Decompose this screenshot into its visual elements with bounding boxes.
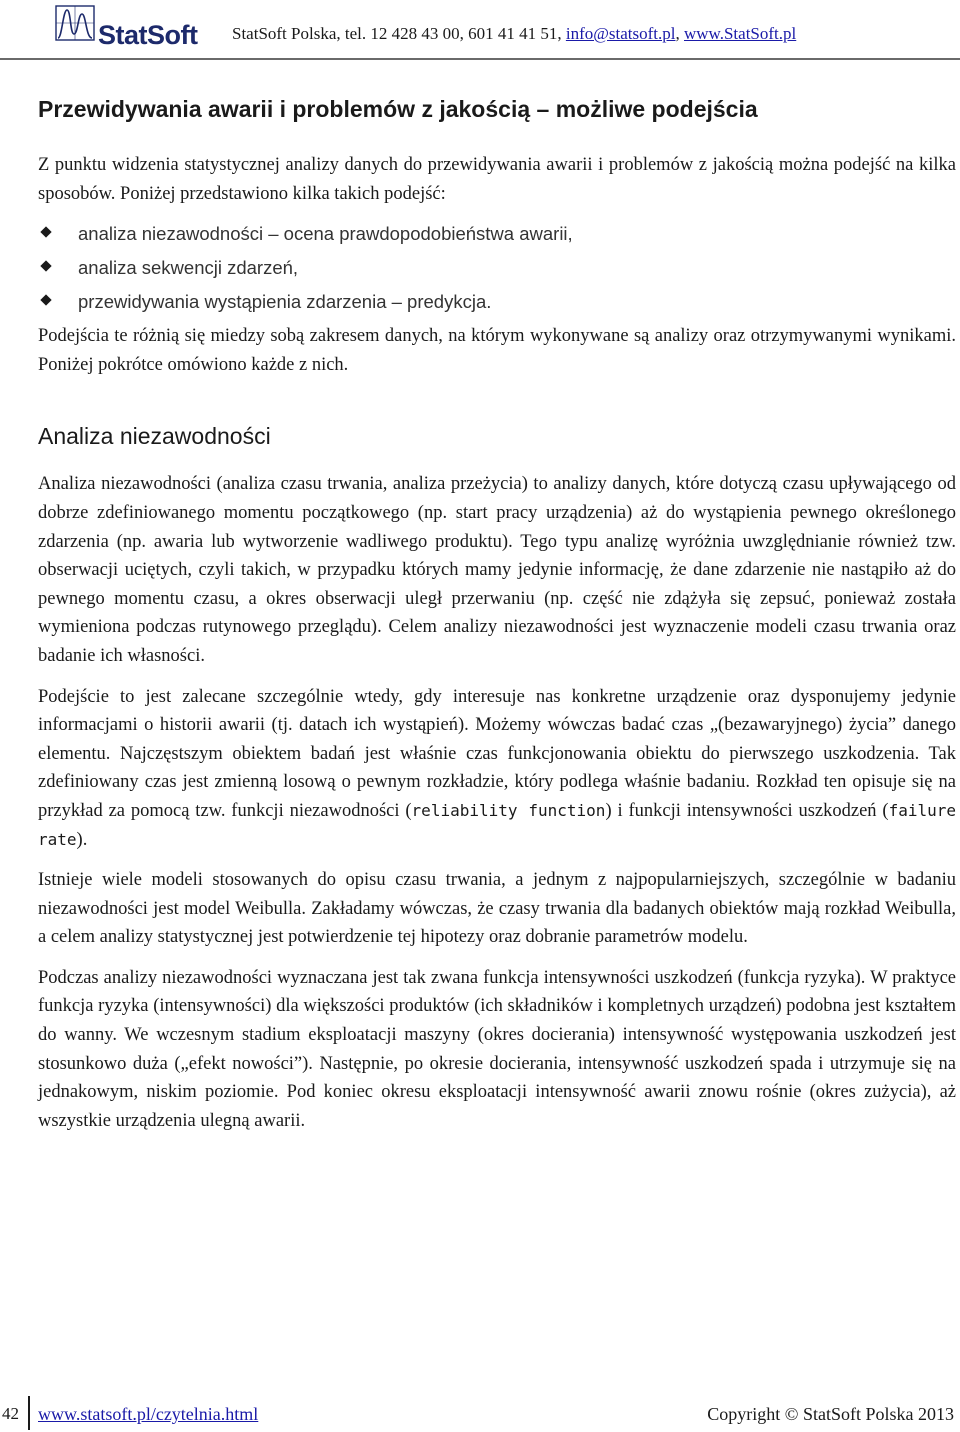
- copyright-notice: Copyright © StatSoft Polska 2013: [707, 1404, 954, 1424]
- footer-divider: [28, 1396, 30, 1430]
- paragraph-text: Podejście to jest zalecane szczególnie wtedy, gdy interesuje nas konkretne urządzenie oraz dysponujemy jedynie informacjami o historii awarii (tj. datach ich wystąpień). Możemy wówczas badać czas „(bezawaryjnego) życia” danego elementu. Najczęstszym obiektem badań jest właśnie czas funkcjonowania obiektu do pierwszego uszkodzenia. Tak zdefiniowany czas jest zmienną losową o pewnym rozkładzie, który podlega właśnie badaniu. Rozkład ten opisuje się na przykład za pomocą tzw. funkcji niezawodności (: [38, 686, 956, 821]
- footer-link[interactable]: www.statsoft.pl/czytelnia.html: [38, 1404, 259, 1424]
- list-item: [38, 288, 956, 316]
- page-title: Przewidywania awarii i problemów z jakością – możliwe podejścia: [38, 96, 758, 122]
- list-item: [38, 254, 956, 282]
- header-divider: [0, 58, 960, 60]
- paragraph-text: ).: [76, 829, 88, 850]
- diamond-bullet-icon: [40, 227, 51, 238]
- approach-list: [38, 220, 956, 316]
- intro-paragraph-2: Podejścia te różnią się miedzy sobą zakresem danych, na którym wykonywane są analizy oraz otrzymywanymi wynikami. Poniżej pokrótce omówiono każde z nich.: [38, 326, 956, 375]
- statsoft-logo: [54, 4, 224, 50]
- section-paragraph-1: Analiza niezawodności (analiza czasu trwania, analiza przeżycia) to analizy danych, które dotyczą czasu upływającego od dobrze zdefiniowanego momentu początkowego (np. start pracy urządzenia) aż do wystąpienia pewnego określonego zdarzenia (np. awaria lub wytworzenie wadliwego produktu). Tego typu analizę wyróżnia uwzględnianie również tzw. obserwacji uciętych, czyli takich, w przypadku których mamy jedynie informację, że dane zdarzenie nie nastąpiło aż do pewnego momentu czasu, a okres obserwacji uległ przerwaniu (np. część nie zdążyła się zepsuć, ponieważ została wymieniona podczas rutynowego przeglądu). Celem analizy niezawodności jest wyznaczenie modeli czasu trwania oraz badanie ich własności.: [38, 474, 956, 666]
- header-separator: ,: [675, 24, 684, 43]
- term-reliability-function: reliability function: [411, 800, 606, 820]
- statsoft-logo-icon: [54, 4, 104, 46]
- section-paragraph-2: [38, 683, 956, 855]
- header-website-link[interactable]: www.StatSoft.pl: [684, 24, 797, 43]
- list-item-text: przewidywania wystąpienia zdarzenia – predykcja.: [78, 291, 492, 313]
- page-header: [0, 0, 960, 70]
- page-number: 42: [2, 1404, 19, 1423]
- section-paragraph-3: Istnieje wiele modeli stosowanych do opisu czasu trwania, a jednym z najpopularniejszych, szczególnie w badaniu niezawodności jest model Weibulla. Zakładamy wówczas, że czasy trwania dla badanych obiektów mają rozkład Weibulla, a celem analizy statystycznej jest potwierdzenie tej hipotezy oraz dobranie parametrów modelu.: [38, 870, 956, 948]
- term-failure-rate: failure rate: [38, 800, 957, 849]
- list-item: [38, 220, 956, 248]
- list-item-text: analiza sekwencji zdarzeń,: [78, 257, 299, 279]
- section-heading: Analiza niezawodności: [38, 423, 271, 450]
- logo-text: StatSoft: [98, 20, 198, 50]
- header-contact: [232, 24, 796, 44]
- paragraph-text: ) i funkcji intensywności uszkodzeń (: [605, 800, 889, 821]
- header-email-link[interactable]: info@statsoft.pl: [565, 24, 676, 43]
- article-content: [38, 96, 956, 1147]
- section-paragraph-4: Podczas analizy niezawodności wyznaczana jest tak zwana funkcja intensywności uszkodzeń (funkcja ryzyka). W praktyce funkcja ryzyka (intensywności) dla większości produktów (ich składników i kompletnych urządzeń) podobna jest kształtem do wanny. We wczesnym stadium eksploatacji maszyny (okres docierania) intensywność występowania uszkodzeń jest stosunkowo duża („efekt nowości”). Następnie, po okresie docierania, intensywność uszkodzeń spada i utrzymuje się na jednakowym, niskim poziomie. Pod koniec okresu eksploatacji intensywność awarii znowu rośnie (okres zużycia), aż wszystkie urządzenia ulegną awarii.: [38, 967, 956, 1131]
- diamond-bullet-icon: [40, 261, 51, 272]
- diamond-bullet-icon: [40, 295, 51, 306]
- header-company: StatSoft Polska, tel. 12 428 43 00, 601 41 41 51,: [232, 24, 566, 43]
- intro-paragraph: Z punktu widzenia statystycznej analizy danych do przewidywania awarii i problemów z jakością można podejść na kilka sposobów. Poniżej przedstawiono kilka takich podejść:: [38, 155, 956, 204]
- list-item-text: analiza niezawodności – ocena prawdopodobieństwa awarii,: [78, 223, 573, 245]
